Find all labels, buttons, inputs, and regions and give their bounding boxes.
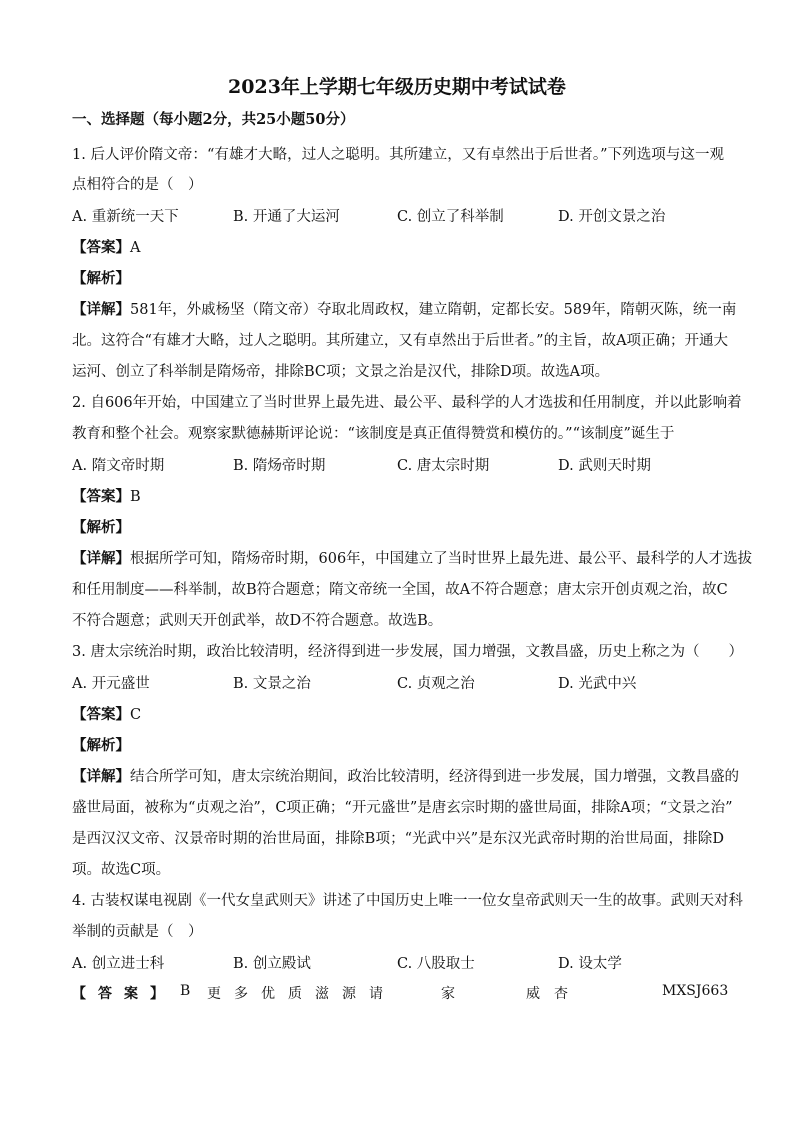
q3-analysis-label xyxy=(72,734,724,755)
q4-stem-line: 举制的贡献是（ ） xyxy=(72,924,203,940)
q1-stem-line: 1. 后人评价隋文帝：“有雄才大略，过人之聪明。其所建立，又有卓然出于后世者。”下列选项与这一观 xyxy=(72,147,724,163)
q1-answer: A xyxy=(130,240,141,256)
q3-answer: C xyxy=(130,707,142,723)
q4-option-c: C. 八股取士 xyxy=(397,956,475,972)
analysis-tag: 【解析】 xyxy=(72,737,130,754)
q1-answer-line xyxy=(72,236,724,257)
q1-stem-line: 点相符合的是（ ） xyxy=(72,177,203,193)
footer-promo-char: 请 xyxy=(369,986,383,1002)
detail-tag: 【详解】 xyxy=(72,550,130,567)
q2-option-a: A. 隋文帝时期 xyxy=(72,458,165,474)
analysis-tag: 【解析】 xyxy=(72,270,130,287)
footer-answer: B xyxy=(180,983,191,999)
footer-promo-char: 威 xyxy=(526,986,540,1002)
q1-option-c: C. 创立了科举制 xyxy=(397,209,504,225)
q1-detail-line xyxy=(72,298,737,319)
q3-answer-line xyxy=(72,703,724,724)
q3-option-b: B. 文景之治 xyxy=(233,676,311,692)
q1-detail-line: 运河、创立了科举制是隋炀帝，排除BC项；文景之治是汉代，排除D项。故选A项。 xyxy=(72,364,610,380)
q2-analysis-label xyxy=(72,516,724,537)
footer-code: MXSJ663 xyxy=(662,983,729,999)
q1-detail-text: 581年，外戚杨坚（隋文帝）夺取北周政权，建立隋朝，定都长安。589年，隋朝灭陈，统一南 xyxy=(130,302,737,318)
q2-detail-text: 根据所学可知，隋炀帝时期，606年，中国建立了当时世界上最先进、最公平、最科学的人才选拔 xyxy=(130,551,753,567)
q3-detail-line: 盛世局面，被称为“贞观之治”，C项正确；“开元盛世”是唐玄宗时期的盛世局面，排除A项；“文景之治” xyxy=(72,800,733,816)
q3-option-c: C. 贞观之治 xyxy=(397,676,475,692)
q3-option-d: D. 光武中兴 xyxy=(558,676,637,692)
q2-stem-line: 2. 自606年开始，中国建立了当时世界上最先进、最公平、最科学的人才选拔和任用制度，并以此影响着 xyxy=(72,395,742,411)
q3-detail-line xyxy=(72,765,739,786)
q2-detail-line xyxy=(72,547,753,568)
q2-option-c: C. 唐太宗时期 xyxy=(397,458,490,474)
footer-promo-char: 更 xyxy=(207,986,221,1002)
q4-option-b: B. 创立殿试 xyxy=(233,956,311,972)
detail-tag: 【详解】 xyxy=(72,768,130,785)
q3-stem-line: 3. 唐太宗统治时期，政治比较清明，经济得到进一步发展，国力增强，文教昌盛，历史上称之为（ ） xyxy=(72,644,743,660)
footer-promo-char: 滋 xyxy=(315,986,329,1002)
footer-promo-char: 优 xyxy=(261,986,275,1002)
q1-option-b: B. 开通了大运河 xyxy=(233,209,340,225)
exam-title: 2023年上学期七年级历史期中考试试卷 xyxy=(228,76,566,98)
q3-detail-text: 结合所学可知，唐太宗统治期间，政治比较清明，经济得到进一步发展，国力增强，文教昌盛的 xyxy=(130,769,739,785)
q2-answer-line xyxy=(72,485,724,506)
footer-answer-tag: 【答案】 xyxy=(72,986,176,1002)
q3-detail-line: 是西汉汉文帝、汉景帝时期的治世局面，排除B项；“光武中兴”是东汉光武帝时期的治世局面，排除D xyxy=(72,831,724,847)
section-heading: 一、选择题（每小题2分，共25小题50分） xyxy=(72,111,355,128)
answer-tag: 【答案】 xyxy=(72,488,130,505)
q2-option-d: D. 武则天时期 xyxy=(558,458,651,474)
q2-answer: B xyxy=(130,489,141,505)
q2-detail-line: 不符合题意；武则天开创武举，故D不符合题意。故选B。 xyxy=(72,613,443,629)
q1-option-a: A. 重新统一天下 xyxy=(72,209,179,225)
footer-promo-char: 质 xyxy=(288,986,302,1002)
answer-tag: 【答案】 xyxy=(72,239,130,256)
footer-promo-char: 多 xyxy=(234,986,248,1002)
analysis-tag: 【解析】 xyxy=(72,519,130,536)
answer-tag: 【答案】 xyxy=(72,706,130,723)
q4-option-d: D. 设太学 xyxy=(558,956,622,972)
q2-stem-line: 教育和整个社会。观察家默德赫斯评论说：“该制度是真正值得赞赏和模仿的。”“该制度”诞生于 xyxy=(72,426,675,442)
detail-tag: 【详解】 xyxy=(72,301,130,318)
footer-promo-char: 家 xyxy=(441,986,455,1002)
q4-stem-line: 4. 古装权谋电视剧《一代女皇武则天》讲述了中国历史上唯一一位女皇帝武则天一生的故事。武则天对科 xyxy=(72,893,743,909)
q1-detail-line: 北。这符合“有雄才大略，过人之聪明。其所建立，又有卓然出于后世者。”的主旨，故A项正确；开通大 xyxy=(72,333,729,349)
q2-option-b: B. 隋炀帝时期 xyxy=(233,458,326,474)
q3-detail-line: 项。故选C项。 xyxy=(72,862,171,878)
q2-detail-line: 和任用制度——科举制，故B符合题意；隋文帝统一全国，故A不符合题意；唐太宗开创贞观之治，故C xyxy=(72,582,728,598)
footer-promo-char: 杏 xyxy=(554,986,568,1002)
q1-analysis-label xyxy=(72,267,724,288)
q4-option-a: A. 创立进士科 xyxy=(72,956,165,972)
footer-promo-char: 源 xyxy=(342,986,356,1002)
q1-option-d: D. 开创文景之治 xyxy=(558,209,666,225)
q3-option-a: A. 开元盛世 xyxy=(72,676,150,692)
